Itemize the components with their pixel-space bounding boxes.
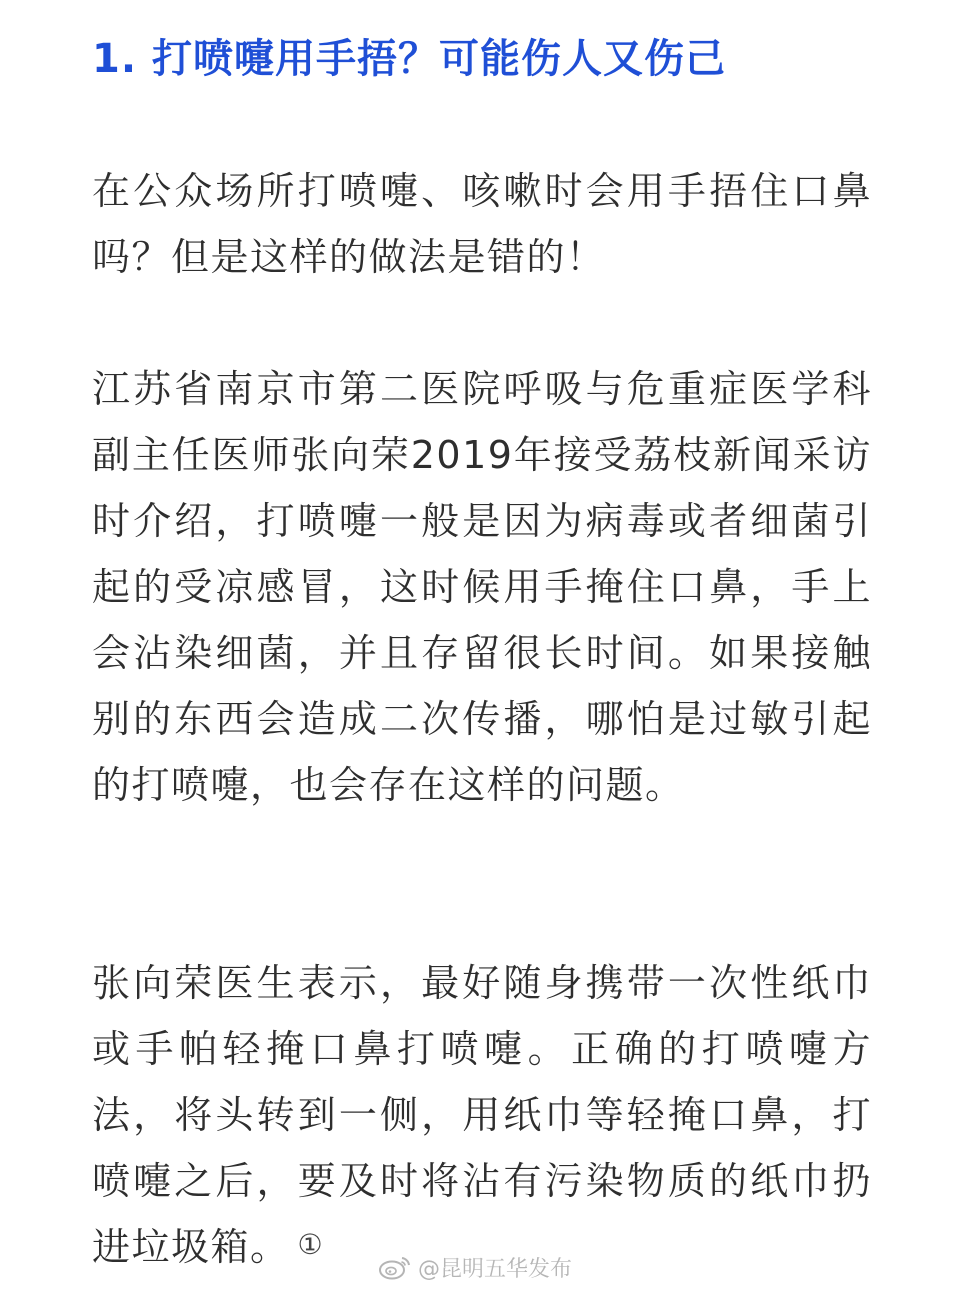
- weibo-watermark: [378, 1250, 572, 1284]
- paragraph-1: 在公众场所打喷嚏、咳嗽时会用手捂住口鼻吗？但是这样的做法是错的！: [92, 169, 872, 279]
- paragraph-2: 江苏省南京市第二医院呼吸与危重症医学科副主任医师张向荣2019年接受荔枝新闻采访时介绍，打喷嚏一般是因为病毒或者细菌引起的受凉感冒，这时候用手掩住口鼻，手上会沾染细菌，并且存留很长时间。如果接触别的东西会造成二次传播，哪怕是过敏引起的打喷嚏，也会存在这样的问题。: [92, 367, 872, 807]
- article-heading: 1. 打喷嚏用手捂？可能伤人又伤己: [92, 36, 726, 82]
- weibo-icon: [378, 1254, 412, 1280]
- paragraph-3: [92, 950, 872, 1284]
- watermark-text: @昆明五华发布: [418, 1256, 573, 1282]
- paragraph-3-text: 张向荣医生表示，最好随身携带一次性纸巾或手帕轻掩口鼻打喷嚏。正确的打喷嚏方法，将头转到一侧，用纸巾等轻掩口鼻，打喷嚏之后，要及时将沾有污染物质的纸巾扔进垃圾箱。: [92, 961, 872, 1269]
- footnote-marker: ①: [297, 1228, 323, 1261]
